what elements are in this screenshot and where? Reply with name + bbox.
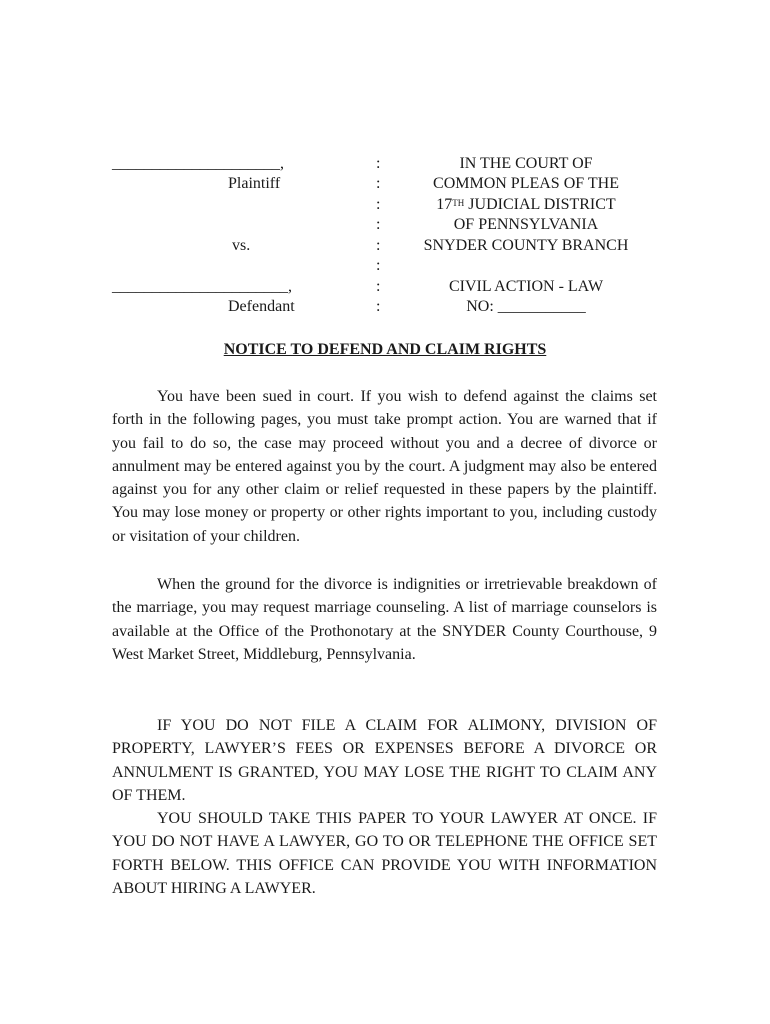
district-superscript: TH [452, 198, 465, 208]
colon: : [376, 216, 381, 233]
court-district-line [400, 195, 652, 215]
versus-label: vs. [232, 237, 251, 254]
colon: : [376, 237, 381, 254]
plaintiff-label: Plaintiff [228, 175, 281, 192]
colon: : [376, 175, 381, 192]
notice-paragraph: YOU SHOULD TAKE THIS PAPER TO YOUR LAWYER AT ONCE. IF YOU DO NOT HAVE A LAWYER, GO TO OR TELEPHONE THE OFFICE SET FORTH BELOW. THIS OFFICE CAN PROVIDE YOU WITH INFORMATION ABOUT HIRING A LAWYER. [112, 810, 657, 897]
colon: : [376, 257, 381, 274]
court-line: OF PENNSYLVANIA [453, 216, 599, 233]
district-number: 17 [436, 196, 453, 213]
notice-paragraph: IF YOU DO NOT FILE A CLAIM FOR ALIMONY, DIVISION OF PROPERTY, LAWYER’S FEES OR EXPENSES BEFORE A DIVORCE OR ANNULMENT IS GRANTED, YOU MAY LOSE THE RIGHT TO CLAIM ANY OF THEM. [112, 717, 657, 804]
defendant-label: Defendant [228, 298, 295, 315]
court-line: COMMON PLEAS OF THE [433, 175, 619, 192]
notice-paragraph: When the ground for the divorce is indignities or irretrievable breakdown of the marriage, you may request marriage counseling. A list of marriage counselors is available at the Office of the Prothonotary at the SNYDER County Courthouse, 9 West Market Street, Middleburg, Pennsylvania. [112, 576, 657, 663]
defendant-blank-line: ______________________, [112, 278, 292, 295]
court-line: SNYDER COUNTY BRANCH [423, 237, 629, 254]
district-rest: JUDICIAL DISTRICT [464, 196, 616, 213]
notice-title: NOTICE TO DEFEND AND CLAIM RIGHTS [223, 341, 547, 358]
colon: : [376, 155, 381, 172]
civil-action-label: CIVIL ACTION - LAW [448, 278, 604, 295]
case-number-field: NO: ___________ [466, 298, 586, 315]
colon: : [376, 278, 381, 295]
plaintiff-blank-line: _____________________, [112, 155, 284, 172]
colon: : [376, 196, 381, 213]
colon: : [376, 298, 381, 315]
notice-paragraph: You have been sued in court. If you wish to defend against the claims set forth in the following pages, you must take prompt action. You are warned that if you fail to do so, the case may proceed without you and a decree of divorce or annulment may be entered against you by the court. A judgment may also be entered against you for any other claim or relief requested in these papers by the plaintiff. You may lose money or property or other rights important to you, including custody or visitation of your children. [112, 388, 657, 545]
court-line: IN THE COURT OF [459, 155, 593, 172]
